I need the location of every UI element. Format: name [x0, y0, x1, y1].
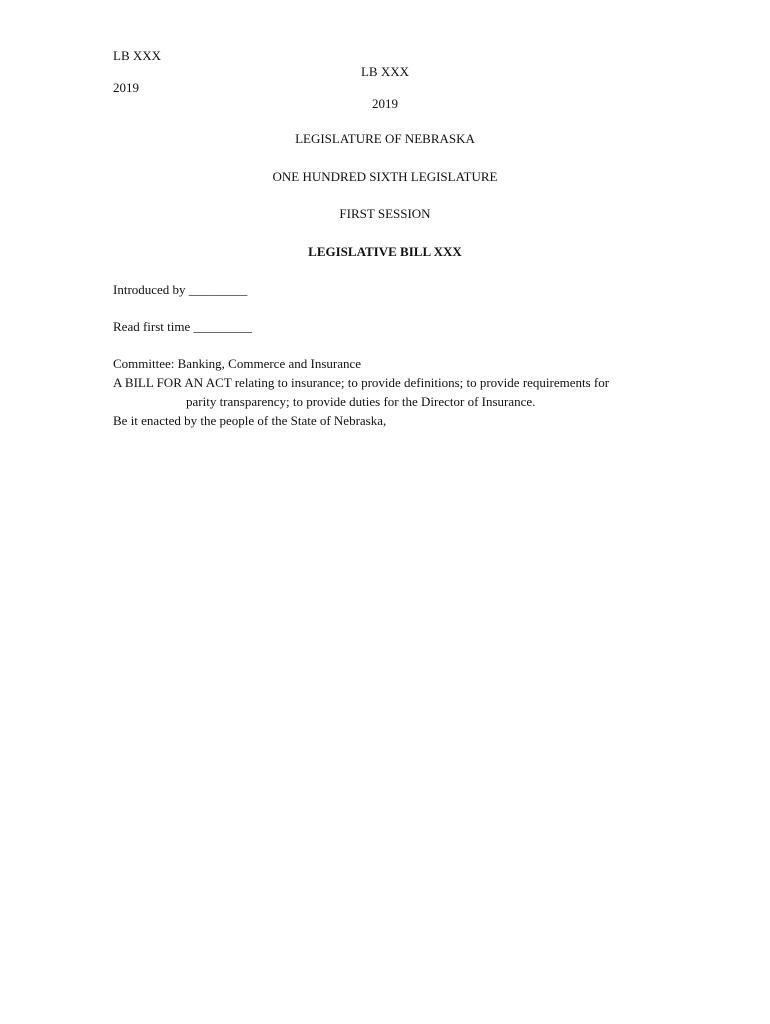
- header-left-bill-number: LB XXX: [113, 48, 162, 63]
- header-left-year: 2019: [113, 80, 139, 95]
- introduced-by-line: Introduced by _________: [113, 282, 248, 297]
- act-title-line1: A BILL FOR AN ACT relating to insurance; to provide definitions; to provide requirements for: [113, 375, 610, 390]
- session-heading: FIRST SESSION: [339, 206, 431, 221]
- committee-line: Committee: Banking, Commerce and Insurance: [113, 356, 362, 371]
- legislature-number: ONE HUNDRED SIXTH LEGISLATURE: [272, 169, 498, 184]
- header-center-year: 2019: [372, 96, 398, 111]
- act-title-line2: parity transparency; to provide duties for the Director of Insurance.: [186, 394, 536, 409]
- enacting-clause: Be it enacted by the people of the State of Nebraska,: [113, 413, 387, 428]
- legislature-heading: LEGISLATURE OF NEBRASKA: [295, 131, 475, 146]
- header-center-bill-number: LB XXX: [360, 64, 410, 79]
- read-first-time-line: Read first time _________: [113, 319, 253, 334]
- bill-title: LEGISLATIVE BILL XXX: [308, 244, 462, 259]
